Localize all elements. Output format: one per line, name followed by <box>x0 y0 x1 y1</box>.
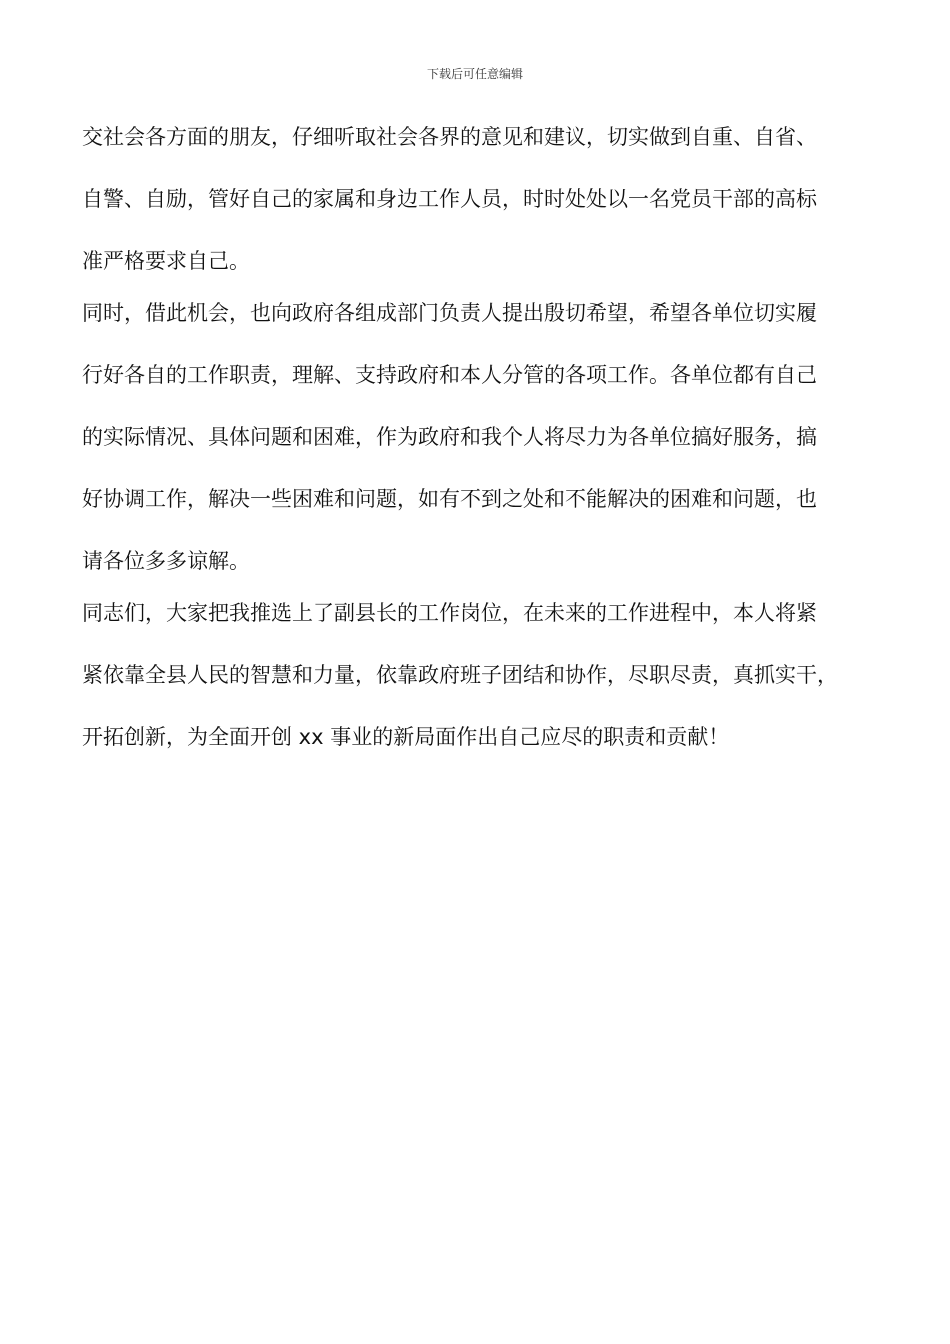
paragraph-3 <box>82 594 882 770</box>
paragraph-line: 开拓创新，为全面开创 xx 事业的新局面作出自己应尽的职责和贡献！ <box>82 725 730 749</box>
paragraph-line: 自警、自励，管好自己的家属和身边工作人员，时时处处以一名党员干部的高标 <box>82 187 817 211</box>
paragraph-line: 好协调工作，解决一些困难和问题，如有不到之处和不能解决的困难和问题，也 <box>82 487 817 511</box>
document-body <box>82 118 882 770</box>
paragraph-line: 同时，借此机会，也向政府各组成部门负责人提出殷切希望，希望各单位切实履 <box>82 301 817 325</box>
page-header: 下载后可任意编辑 <box>426 67 523 81</box>
paragraph-2 <box>82 294 882 594</box>
paragraph-line: 准严格要求自己。 <box>82 249 250 273</box>
paragraph-1 <box>82 118 882 294</box>
paragraph-line: 交社会各方面的朋友，仔细听取社会各界的意见和建议，切实做到自重、自省、 <box>82 125 817 149</box>
paragraph-line: 紧依靠全县人民的智慧和力量，依靠政府班子团结和协作，尽职尽责，真抓实干， <box>82 663 838 687</box>
paragraph-line: 行好各自的工作职责，理解、支持政府和本人分管的各项工作。各单位都有自己 <box>82 363 817 387</box>
paragraph-line: 同志们，大家把我推选上了副县长的工作岗位，在未来的工作进程中，本人将紧 <box>82 601 817 625</box>
paragraph-line: 的实际情况、具体问题和困难，作为政府和我个人将尽力为各单位搞好服务，搞 <box>82 425 817 449</box>
paragraph-line: 请各位多多谅解。 <box>82 549 250 573</box>
